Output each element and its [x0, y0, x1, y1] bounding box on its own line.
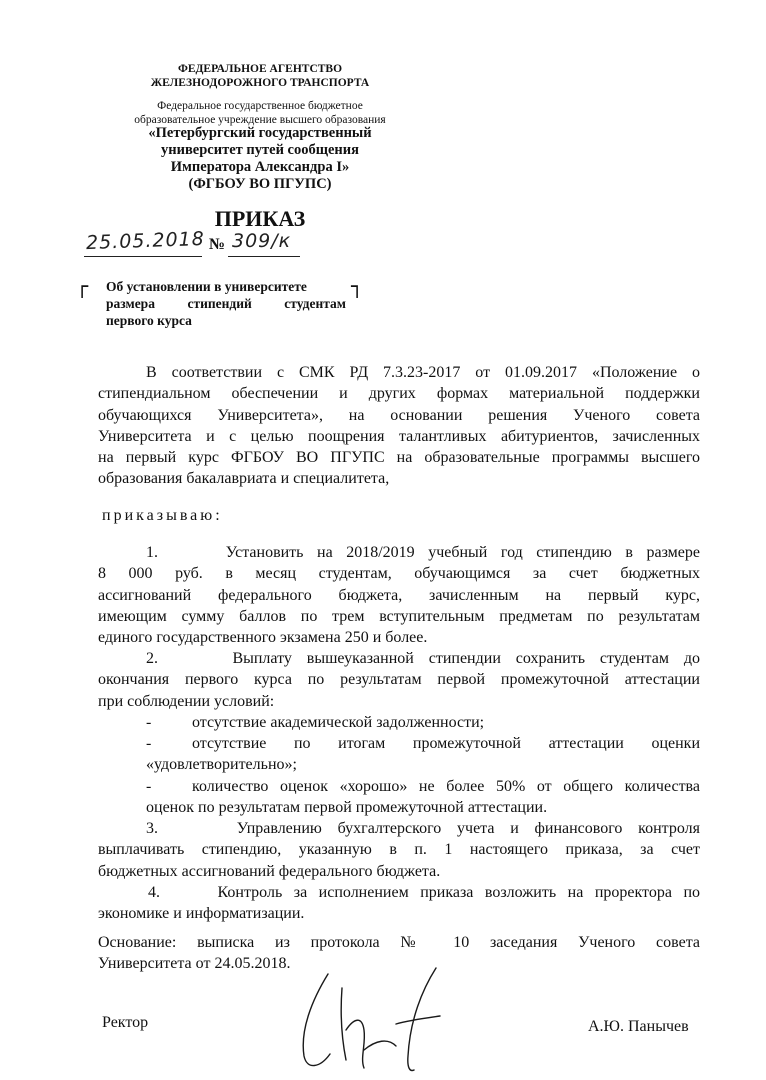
condition-line: количество оценок «хорошо» не более 50% от общего количества — [192, 778, 700, 795]
preamble-line: В соответствии с СМК РД 7.3.23-2017 от 01.09.2017 «Положение о — [146, 364, 700, 381]
item-line: экономике и информатизации. — [98, 905, 305, 923]
condition-2 — [146, 733, 700, 776]
handwritten-signature — [290, 960, 470, 1075]
corner-bracket-left: ┌ — [76, 274, 89, 298]
number-underline — [228, 256, 300, 257]
preamble — [98, 362, 700, 490]
item-4 — [98, 882, 700, 925]
item-line: окончания первого курса по результатам первой промежуточной аттестации — [98, 671, 700, 689]
item-line: бюджетных ассигнований федерального бюджета. — [98, 862, 441, 880]
item-line: 1. Установить на 2018/2019 учебный год стипендию в размере — [146, 544, 700, 561]
order-word: приказываю: — [102, 507, 223, 524]
condition-dash: - — [146, 714, 152, 731]
order-date: 25.05.2018 — [85, 227, 206, 255]
preamble-line: на первый курс ФГБОУ ВО ПГУПС на образовательные программы высшего — [98, 449, 700, 467]
preamble-line: Университета и с целью поощрения талантливых абитуриентов, зачисленных — [98, 427, 700, 445]
university-name — [60, 125, 460, 193]
order-date-number — [82, 227, 302, 262]
institution-line: Федеральное государственное бюджетное — [157, 100, 363, 112]
institution-type — [60, 99, 460, 127]
signatory-position: Ректор — [102, 1014, 149, 1031]
subject-line: Об установлении в университете — [106, 279, 307, 294]
signatory-name: А.Ю. Панычев — [588, 1018, 689, 1035]
agency-line: ФЕДЕРАЛЬНОЕ АГЕНТСТВО — [177, 63, 343, 75]
item-line: 2. Выплату вышеуказанной стипендии сохранить студентам до — [146, 650, 700, 667]
item-line: 8 000 руб. в месяц студентам, обучающимся за счет бюджетных — [98, 565, 700, 583]
item-line: при соблюдении условий: — [98, 692, 275, 710]
preamble-line: стипендиальном обеспечении и других формах материальной поддержки — [98, 385, 700, 403]
condition-1: отсутствие академической задолженности; — [192, 714, 485, 731]
corner-bracket-right: ┐ — [351, 274, 364, 298]
condition-line: «удовлетворительно»; — [146, 756, 297, 774]
order-subject — [106, 278, 346, 329]
institution-line: образовательное учреждение высшего образования — [134, 114, 386, 126]
condition-dash: - — [146, 778, 152, 795]
preamble-line: образования бакалавриата и специалитета, — [98, 470, 390, 488]
item-3 — [98, 818, 700, 882]
date-underline — [84, 256, 202, 257]
item-line: выплачивать стипендию, указанную в п. 1 настоящего приказа, за счет — [98, 841, 700, 859]
university-line: университет путей сообщения — [161, 142, 359, 158]
basis-line: Основание: выписка из протокола № 10 заседания Ученого совета — [98, 934, 700, 951]
document-title: ПРИКАЗ — [214, 206, 306, 231]
subject-line: первого курса — [106, 313, 192, 328]
university-line: Императора Александра I» — [170, 159, 350, 175]
item-line: 3. Управлению бухгалтерского учета и финансового контроля — [146, 820, 700, 837]
university-line: «Петербургский государственный — [148, 125, 372, 141]
university-abbr: (ФГБОУ ВО ПГУПС) — [188, 176, 332, 192]
order-number: 309/к — [232, 230, 292, 252]
agency-name — [60, 62, 460, 90]
number-sign: № — [209, 236, 226, 253]
subject-line: размера стипендий студентам — [106, 296, 346, 311]
item-1 — [98, 542, 700, 648]
condition-dash: - — [146, 735, 152, 752]
item-line: 4. Контроль за исполнением приказа возложить на проректора по — [148, 884, 700, 901]
item-line: имеющим сумму баллов по трем вступительным предметам по результатам — [98, 607, 700, 625]
condition-3 — [146, 776, 700, 819]
item-line: ассигнований федерального бюджета, зачисленным на первый курс, — [98, 586, 700, 604]
item-2 — [98, 648, 700, 712]
basis-line: Университета от 24.05.2018. — [98, 955, 291, 973]
item-line: единого государственного экзамена 250 и более. — [98, 629, 428, 647]
condition-line: оценок по результатам первой промежуточной аттестации. — [146, 799, 548, 817]
agency-line: ЖЕЛЕЗНОДОРОЖНОГО ТРАНСПОРТА — [150, 77, 370, 89]
condition-line: отсутствие по итогам промежуточной аттестации оценки — [192, 735, 700, 752]
preamble-line: обучающихся Университета», на основании решения Ученого совета — [98, 406, 700, 424]
